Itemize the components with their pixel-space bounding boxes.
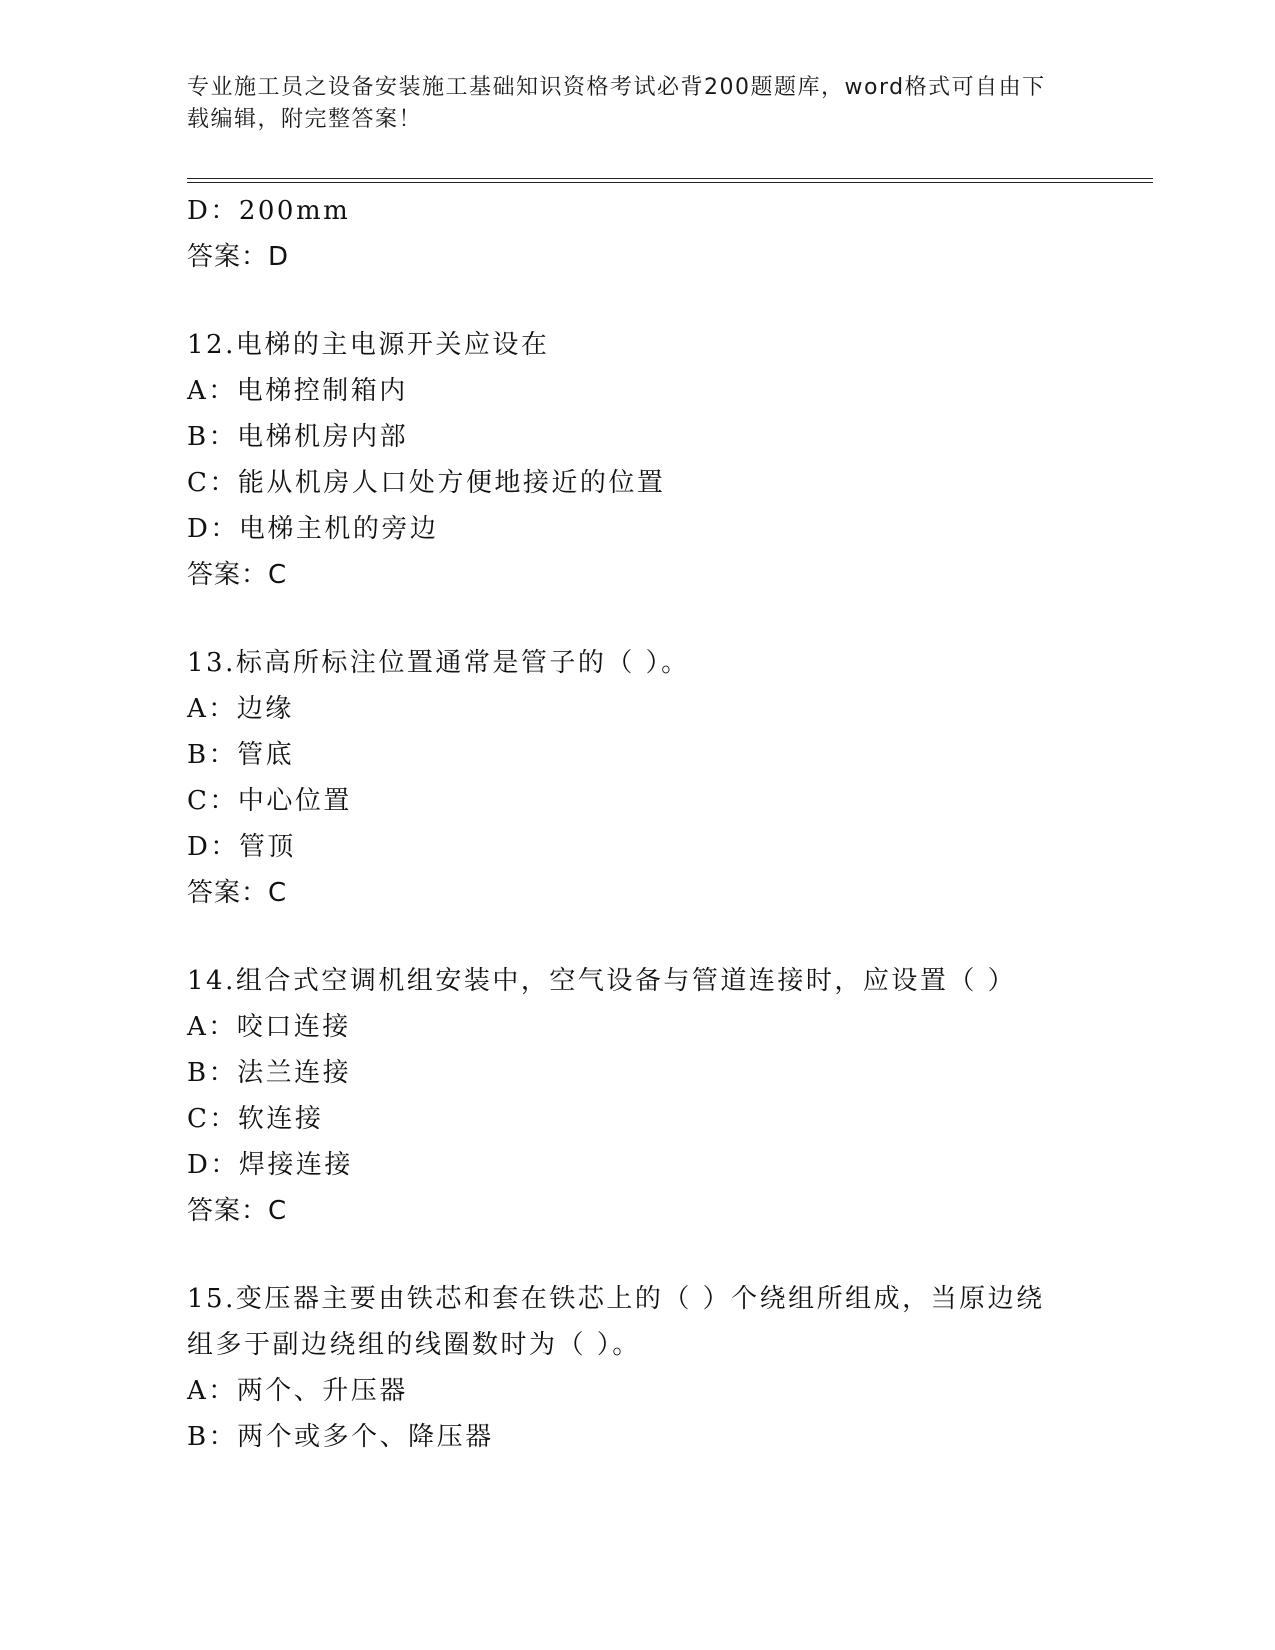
- option-a: A：电梯控制箱内: [187, 376, 408, 406]
- option-a: A：咬口连接: [187, 1012, 351, 1042]
- answer: 答案：C: [187, 1196, 288, 1226]
- option-b: B：法兰连接: [187, 1058, 352, 1088]
- option-d: D：管顶: [187, 832, 296, 862]
- option-b: B：两个或多个、降压器: [187, 1422, 494, 1452]
- option-c: C：能从机房人口处方便地接近的位置: [187, 468, 666, 498]
- question-12: [187, 322, 1087, 598]
- document-body: [187, 188, 1087, 1460]
- option-b: B：电梯机房内部: [187, 422, 409, 452]
- option-d: D：焊接连接: [187, 1150, 353, 1180]
- option-d: D：200mm: [187, 196, 351, 226]
- option-b: B：管底: [187, 740, 295, 770]
- question-stem: 14.组合式空调机组安装中，空气设备与管道连接时，应设置（ ）: [187, 966, 1017, 996]
- spacer: [187, 1234, 1087, 1276]
- spacer: [187, 280, 1087, 322]
- question-15: [187, 1276, 1087, 1460]
- spacer: [187, 916, 1087, 958]
- option-d: D：电梯主机的旁边: [187, 514, 439, 544]
- option-c: C：软连接: [187, 1104, 324, 1134]
- header-divider: [187, 178, 1153, 183]
- option-c: C：中心位置: [187, 786, 352, 816]
- spacer: [187, 598, 1087, 640]
- answer: 答案：D: [187, 242, 290, 272]
- answer: 答案：C: [187, 878, 288, 908]
- option-a: A：边缘: [187, 694, 294, 724]
- question-stem: 15.变压器主要由铁芯和套在铁芯上的（ ）个绕组所组成，当原边绕组多于副边绕组的线圈数时为（ ）。: [187, 1284, 1045, 1360]
- document-header: [187, 72, 1067, 136]
- question-14: [187, 958, 1087, 1234]
- question-13: [187, 640, 1087, 916]
- question-stem: 12.电梯的主电源开关应设在: [187, 330, 550, 360]
- question-stem: 13.标高所标注位置通常是管子的（ ）。: [187, 648, 690, 678]
- header-title: 专业施工员之设备安装施工基础知识资格考试必背200题题库，word格式可自由下载编辑，附完整答案！: [187, 75, 1046, 132]
- option-a: A：两个、升压器: [187, 1376, 408, 1406]
- answer: 答案：C: [187, 560, 288, 590]
